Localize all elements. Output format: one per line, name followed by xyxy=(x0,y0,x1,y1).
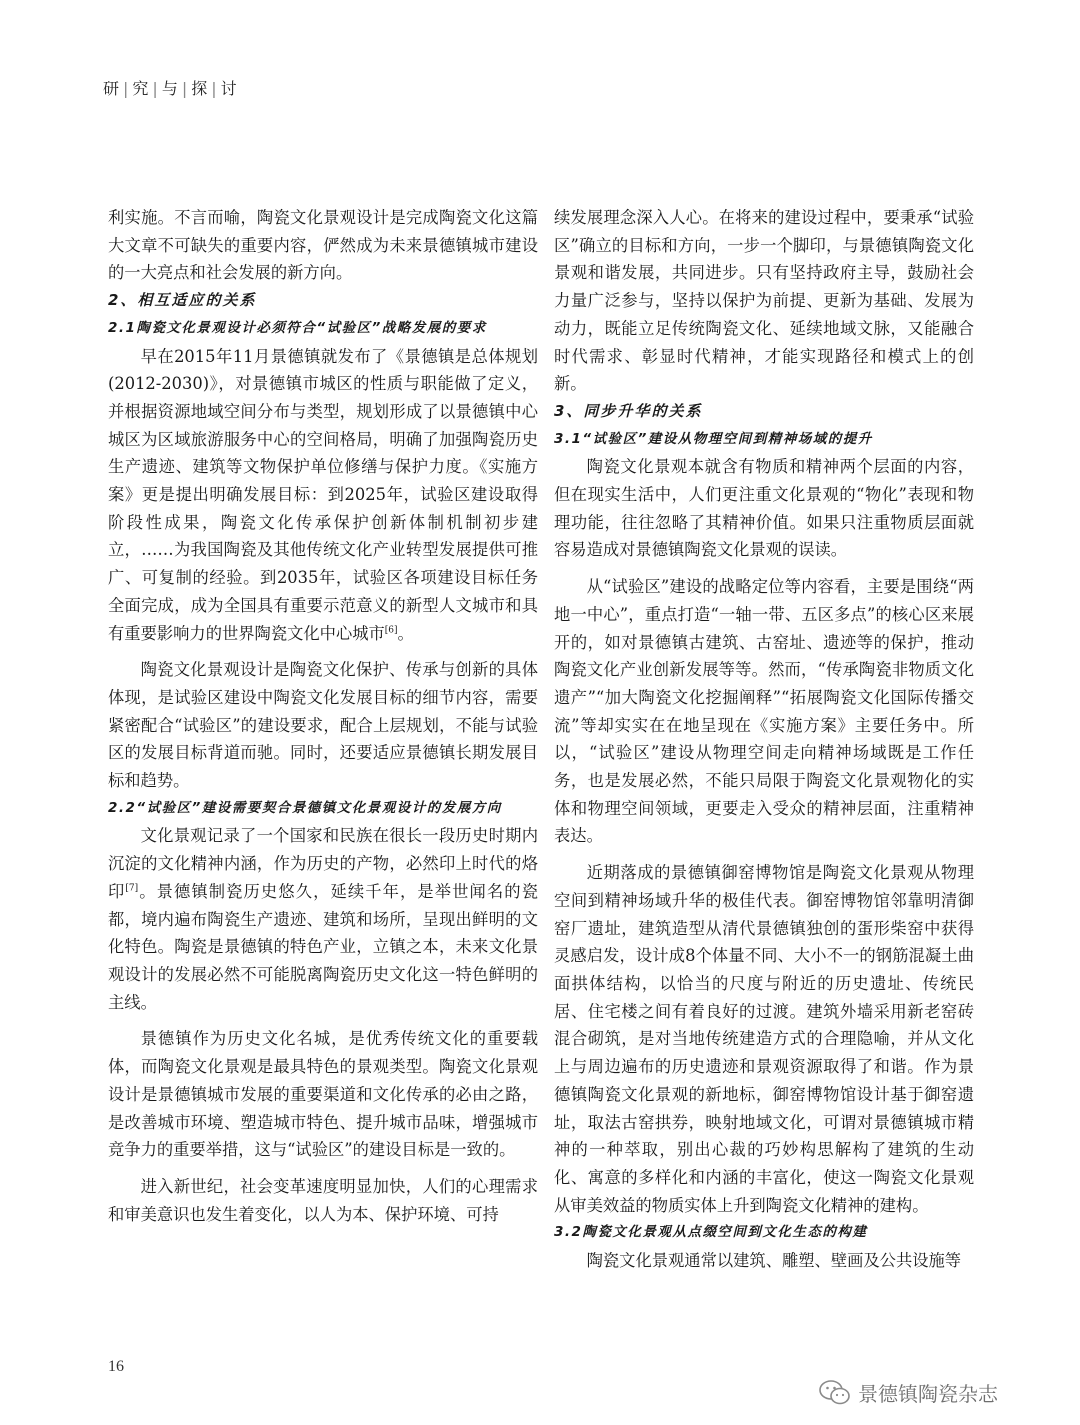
citation-ref: [6] xyxy=(384,625,398,636)
subsection-heading-2-1: 2.1陶瓷文化景观设计必须符合“试验区”战略发展的要求 xyxy=(108,319,487,336)
header-char: 究 xyxy=(132,79,150,98)
page-number: 16 xyxy=(108,1358,124,1375)
paragraph xyxy=(108,343,538,648)
header-char: 探 xyxy=(191,79,209,98)
paragraph: 陶瓷文化景观通常以建筑、雕塑、壁画及公共设施等 xyxy=(586,1251,962,1271)
paragraph: 景德镇作为历史文化名城，是优秀传统文化的重要载体，而陶瓷文化景观是最具特色的景观类型。陶瓷文化景观设计是景德镇城市发展的重要渠道和文化传承的必由之路，是改善城市环境、塑造城市特色、提升城市品味，增强城市竞争力的重要举措，这与“试验区”的建设目标是一致的。 xyxy=(108,1029,538,1160)
section-heading-2: 2、相互适应的关系 xyxy=(108,291,257,310)
header-char: 研 xyxy=(103,79,121,98)
wechat-watermark xyxy=(818,1378,998,1407)
header-char: 讨 xyxy=(220,79,238,98)
subsection-heading-3-2: 3.2陶瓷文化景观从点缀空间到文化生态的构建 xyxy=(554,1224,868,1241)
subsection-heading-3-1: 3.1“试验区”建设从物理空间到精神场域的提升 xyxy=(554,430,873,447)
watermark-text: 景德镇陶瓷杂志 xyxy=(858,1382,998,1406)
paragraph xyxy=(108,822,538,1016)
paragraph: 从“试验区”建设的战略定位等内容看，主要是围绕“两地一中心”，重点打造“一轴一带、五区多点”的核心区来展开的，如对景德镇古建筑、古窑址、遗迹等的保护，推动陶瓷文化产业创新发展等等。然而，“传承陶瓷非物质文化遗产”“加大陶瓷文化挖掘阐释”“拓展陶瓷文化国际传播交流”等却实实在在地呈现在《实施方案》主要任务中。所以，“试验区”建设从物理空间走向精神场域既是工作任务，也是发展必然，不能只局限于陶瓷文化景观物化的实体和物理空间领域，更要走入受众的精神层面，注重精神表达。 xyxy=(554,577,974,846)
paragraph: 陶瓷文化景观设计是陶瓷文化保护、传承与创新的具体体现，是试验区建设中陶瓷文化发展目标的细节内容，需要紧密配合“试验区”的建设要求，配合上层规划，不能与试验区的发展目标背道而驰。同时，还要适应景德镇长期发展目标和趋势。 xyxy=(108,660,538,791)
paragraph-text: 。 xyxy=(397,623,414,643)
paragraph-text: 。景德镇制瓷历史悠久，延续千年，是举世闻名的瓷都，境内遍布陶瓷生产遗迹、建筑和场所，呈现出鲜明的文化特色。陶瓷是景德镇的特色产业，立镇之本，未来文化景观设计的发展必然不可能脱离陶瓷历史文化这一特色鲜明的主线。 xyxy=(108,881,538,1012)
paragraph-text: 文化景观记录了一个国家和民族在很长一段历史时期内沉淀的文化精神内涵，作为历史的产物，必然印上时代的烙印 xyxy=(108,826,538,901)
section-header: 研 | 究 | 与 | 探 | 讨 xyxy=(103,79,238,98)
paragraph: 进入新世纪，社会变革速度明显加快，人们的心理需求和审美意识也发生着变化，以人为本、保护环境、可持 xyxy=(108,1176,538,1224)
citation-ref: [7] xyxy=(125,883,139,894)
paragraph-text: 早在2015年11月景德镇就发布了《景德镇是总体规划(2012-2030)》，对景德镇市城区的性质与职能做了定义，并根据资源地域空间分布与类型，规划形成了以景德镇中心城区为区域旅游服务中心的空间格局，明确了加强陶瓷历史生产遗迹、建筑等文物保护单位修缮与保护力度。《实施方案》更是提出明确发展目标：到2025年，试验区建设取得阶段性成果，陶瓷文化传承保护创新体制机制初步建立，……为我国陶瓷及其他传统文化产业转型发展提供可推广、可复制的经验。到2035年，试验区各项建设目标任务全面完成，成为全国具有重要示范意义的新型人文城市和具有重要影响力的世界陶瓷文化中心城市 xyxy=(108,346,538,643)
right-column xyxy=(554,204,974,1275)
left-column xyxy=(108,204,538,1228)
paragraph: 续发展理念深入人心。在将来的建设过程中，要秉承“试验区”确立的目标和方向，一步一个脚印，与景德镇陶瓷文化景观和谐发展，共同进步。只有坚持政府主导，鼓励社会力量广泛参与，坚持以保护为前提、更新为基础、发展为动力，既能立足传统陶瓷文化、延续地域文脉，又能融合时代需求、彰显时代精神，才能实现路径和模式上的创新。 xyxy=(554,208,974,394)
subsection-heading-2-2: 2.2“试验区”建设需要契合景德镇文化景观设计的发展方向 xyxy=(108,799,502,816)
paragraph: 陶瓷文化景观本就含有物质和精神两个层面的内容，但在现实生活中，人们更注重文化景观的“物化”表现和物理功能，往往忽略了其精神价值。如果只注重物质层面就容易造成对景德镇陶瓷文化景观的误读。 xyxy=(554,457,974,560)
section-heading-3: 3、同步升华的关系 xyxy=(554,401,703,420)
wechat-icon xyxy=(818,1379,852,1407)
paragraph: 近期落成的景德镇御窑博物馆是陶瓷文化景观从物理空间到精神场域升华的极佳代表。御窑博物馆邻靠明清御窑厂遗址，建筑造型从清代景德镇独创的蛋形柴窑中获得灵感启发，设计成8个体量不同、大小不一的钢筋混凝土曲面拱体结构，以恰当的尺度与附近的历史遗址、传统民居、住宅楼之间有着良好的过渡。建筑外墙采用新老窑砖混合砌筑，是对当地传统建造方式的合理隐喻，并从文化上与周边遍布的历史遗迹和景观资源取得了和谐。作为景德镇陶瓷文化景观的新地标，御窑博物馆设计基于御窑遗址，取法古窑拱券，映射地域文化，可谓对景德镇城市精神的一种萃取，别出心裁的巧妙构思解构了建筑的生动化、寓意的多样化和内涵的丰富化，使这一陶瓷文化景观从审美效益的物质实体上升到陶瓷文化精神的建构。 xyxy=(554,863,974,1215)
header-char: 与 xyxy=(161,79,179,98)
paragraph: 利实施。不言而喻，陶瓷文化景观设计是完成陶瓷文化这篇大文章不可缺失的重要内容，俨然成为未来景德镇城市建设的一大亮点和社会发展的新方向。 xyxy=(108,208,538,283)
